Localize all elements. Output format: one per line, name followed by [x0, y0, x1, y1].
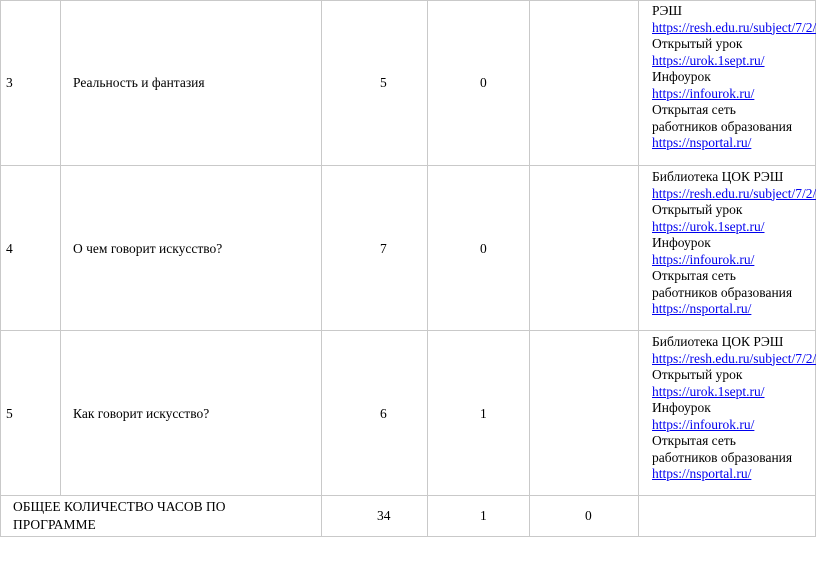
urok-link[interactable]: https://urok.1sept.ru/	[652, 218, 765, 234]
nsportal-link[interactable]: https://nsportal.ru/	[652, 466, 752, 481]
resource-label: работников образования	[652, 449, 793, 465]
resource-label: Открытый урок	[652, 202, 743, 217]
row-number: 5	[6, 406, 13, 421]
total-hours: 34	[377, 508, 391, 523]
resources-cell	[652, 169, 816, 318]
resource-label: Библиотека ЦОК РЭШ	[652, 334, 784, 349]
infourok-link[interactable]: https://infourok.ru/	[652, 251, 755, 267]
column-divider	[0, 0, 1, 537]
topic-title: Как говорит искусство?	[73, 406, 210, 421]
resource-label: Открытая сеть	[652, 268, 736, 283]
infourok-link[interactable]: https://infourok.ru/	[652, 85, 755, 101]
row-number: 4	[6, 241, 13, 256]
column-divider	[638, 0, 639, 537]
total-test-hours: 1	[480, 508, 487, 523]
test-hours: 0	[480, 75, 487, 90]
row-divider	[0, 330, 816, 331]
row-number: 3	[6, 75, 13, 90]
column-divider	[60, 0, 61, 495]
total-hours: 7	[380, 241, 387, 256]
resource-label: РЭШ	[652, 3, 683, 18]
topic-title: О чем говорит искусство?	[73, 241, 223, 256]
nsportal-link[interactable]: https://nsportal.ru/	[652, 135, 752, 150]
resource-label: Открытый урок	[652, 367, 743, 382]
total-label: ОБЩЕЕ КОЛИЧЕСТВО ЧАСОВ ПО ПРОГРАММЕ	[13, 499, 226, 532]
resh-link[interactable]: https://resh.edu.ru/subject/7/2/	[652, 19, 816, 35]
resh-link[interactable]: https://resh.edu.ru/subject/7/2/	[652, 185, 816, 201]
resource-label: Инфоурок	[652, 69, 711, 84]
column-divider	[427, 0, 428, 537]
resource-label: работников образования	[652, 118, 793, 134]
resources-cell	[652, 3, 816, 152]
column-divider	[529, 0, 530, 537]
test-hours: 0	[480, 241, 487, 256]
resource-label: Открытая сеть	[652, 433, 736, 448]
resources-cell	[652, 334, 816, 483]
resource-label: Инфоурок	[652, 235, 711, 250]
test-hours: 1	[480, 406, 487, 421]
total-hours: 5	[380, 75, 387, 90]
nsportal-link[interactable]: https://nsportal.ru/	[652, 301, 752, 316]
infourok-link[interactable]: https://infourok.ru/	[652, 416, 755, 432]
row-divider	[0, 165, 816, 166]
urok-link[interactable]: https://urok.1sept.ru/	[652, 52, 765, 68]
total-hours: 6	[380, 406, 387, 421]
column-divider	[321, 0, 322, 537]
row-divider	[0, 495, 816, 496]
table-border-top	[0, 0, 816, 1]
topic-title: Реальность и фантазия	[73, 75, 205, 90]
urok-link[interactable]: https://urok.1sept.ru/	[652, 383, 765, 399]
resource-label: Открытая сеть	[652, 102, 736, 117]
resource-label: Открытый урок	[652, 36, 743, 51]
table-border-bottom	[0, 536, 816, 537]
total-practical-hours: 0	[585, 508, 592, 523]
resh-link[interactable]: https://resh.edu.ru/subject/7/2/	[652, 350, 816, 366]
resource-label: работников образования	[652, 284, 793, 300]
resource-label: Инфоурок	[652, 400, 711, 415]
resource-label: Библиотека ЦОК РЭШ	[652, 169, 784, 184]
